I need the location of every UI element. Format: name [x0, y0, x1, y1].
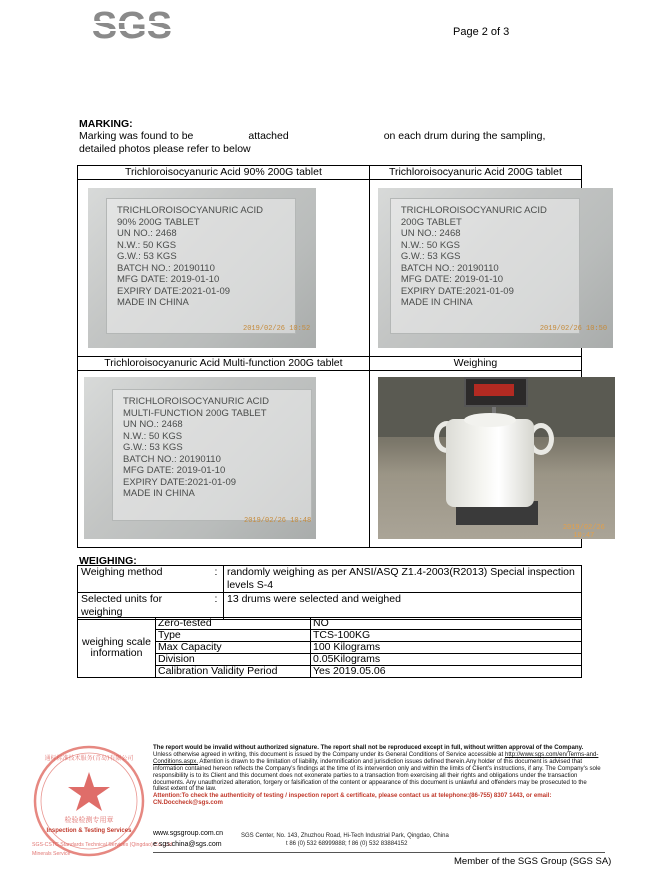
seal-en-text: Inspection & Testing Services — [46, 828, 132, 834]
label-line: TRICHLOROISOCYANURIC ACID — [123, 396, 270, 407]
label-line: 200G TABLET — [400, 216, 462, 228]
seal-bottom-text: Minerals Service — [32, 851, 71, 857]
photo-caption-2: Trichloroisocyanuric Acid 200G tablet — [369, 166, 581, 180]
scale-value: 0.05Kilograms — [311, 654, 582, 666]
label-line: MULTI-FUNCTION 200G TABLET — [123, 407, 267, 419]
photo-caption-4: Weighing — [369, 357, 581, 371]
scale-key: Type — [156, 630, 311, 642]
label-line: N.W.: 50 KGS — [123, 430, 183, 442]
label-line: MFG DATE: 2019-01-10 — [123, 465, 226, 476]
scale-display-icon — [464, 377, 528, 407]
weighing-table — [77, 565, 582, 620]
seal-top-text: 通标标准技术服务(青岛)有限公司 — [44, 755, 134, 762]
label-line: MADE IN CHINA — [123, 488, 195, 499]
disclaimer-2: Unless otherwise agreed in writing, this document is issued by the Company under its General Conditions of Service accessible at — [153, 750, 504, 758]
drum-label-photo-2 — [378, 188, 613, 348]
scale-info-heading: weighing scale information — [78, 618, 156, 678]
terms-link[interactable]: http://www.sgs.com/en/Terms-and-Conditions.aspx. — [153, 750, 599, 765]
photo-caption-1: Trichloroisocyanuric Acid 90% 200G tablet — [78, 166, 370, 180]
photo-label-1 — [106, 198, 296, 334]
address-line: SGS Center, No. 143, Zhuzhou Road, Hi-Tech Industrial Park, Qingdao, China — [241, 833, 449, 839]
disclaimer-2-block — [153, 752, 601, 793]
label-line: BATCH NO.: 20190110 — [117, 262, 215, 274]
scale-key: Division — [156, 654, 311, 666]
scale-key: Zero-tested — [156, 618, 311, 630]
colon: : — [209, 593, 224, 620]
drum-lid — [464, 413, 516, 427]
photo-timestamp: 2019/02/26 10:52 — [243, 325, 311, 333]
table-row — [78, 593, 582, 620]
drum-label-photo-1 — [88, 188, 316, 348]
weighing-title: WEIGHING: — [79, 555, 137, 567]
scale-key: Calibration Validity Period — [156, 666, 311, 678]
attention-text: Attention:To check the authenticity of testing / inspection report & certificate, please contact us at telephone:(86-755) 8307 1443, or email: CN.Doccheck@sgs.com — [153, 792, 552, 807]
selected-units-value: 13 drums were selected and weighed — [224, 593, 582, 620]
label-line: UN NO.: 2468 — [400, 228, 461, 239]
label-line: MADE IN CHINA — [117, 297, 189, 308]
photo-timestamp: 2019/02/26 10:50 — [539, 325, 608, 333]
disclaimer-3: Attention is drawn to the limitation of liability, indemnification and jurisdiction issues defined therein.Any holder of this document is advised that information contained hereon reflects the Company's findings at the time of its intervention only and within the limits of Client's instructions, if any. The Company's sole responsibility is to its Client and this document does not exonerate parties to a transaction from exercising all their rights and obligations under the transaction documents. Any unauthorized alteration, forgery or falsification of the content or appearance of this document is unlawful and offenders may be prosecuted to the fullest extent of the law. — [153, 757, 601, 793]
drum-label-photo-3 — [84, 377, 316, 539]
label-line: N.W.: 50 KGS — [117, 239, 177, 251]
photo-label-3 — [112, 389, 312, 521]
label-line: G.W.: 53 KGS — [117, 251, 177, 262]
label-line: TRICHLOROISOCYANURIC ACID — [400, 205, 547, 216]
photo-label-2 — [390, 198, 580, 334]
disclaimer — [153, 745, 601, 807]
marking-line1-b: attached — [248, 130, 289, 142]
web-address[interactable]: www.sgsgroup.com.cn — [153, 830, 224, 837]
scale-value: 100 Kilograms — [311, 642, 582, 654]
weighing-method-label: Weighing method — [78, 566, 210, 593]
seal-side-text: SGS-CSTC Standards Technical Services (Qingdao) Co., Ltd. — [32, 842, 174, 848]
marking-title: MARKING: — [79, 118, 133, 130]
marking-line1-a: Marking was found to be — [79, 130, 194, 142]
label-line: UN NO.: 2468 — [123, 419, 183, 430]
label-line: BATCH NO.: 20190110 — [400, 262, 499, 274]
marking-line2: detailed photos please refer to below — [79, 143, 251, 155]
photo-timestamp: 2019/02/26 10:47 — [562, 524, 605, 540]
label-line: TRICHLOROISOCYANURIC ACID — [117, 205, 264, 216]
company-seal-stamp — [30, 742, 174, 860]
marking-text — [79, 130, 545, 156]
table-row — [78, 566, 582, 593]
sgs-logo-text: SGS — [91, 5, 173, 47]
phone-line: t 86 (0) 532 68999888; f 86 (0) 532 83884152 — [286, 841, 408, 847]
scale-value: Yes 2019.05.06 — [311, 666, 582, 678]
label-line: MADE IN CHINA — [400, 297, 473, 308]
scale-key: Max Capacity — [156, 642, 311, 654]
marking-line1-c: on each drum during the sampling, — [383, 130, 546, 142]
label-line: UN NO.: 2468 — [117, 228, 177, 239]
label-line: EXPIRY DATE:2021-01-09 — [123, 476, 237, 488]
table-row — [78, 618, 582, 630]
label-line: G.W.: 53 KGS — [123, 442, 183, 453]
scale-value: NO — [311, 618, 582, 630]
scale-value: TCS-100KG — [311, 630, 582, 642]
selected-units-label: Selected units for weighing — [78, 593, 210, 620]
label-line: G.W.: 53 KGS — [400, 251, 461, 262]
white-drum-icon — [446, 419, 534, 507]
disclaimer-1: The report would be invalid without authorized signature. The report shall not be reproduced except in full, without written approval of the Company. — [153, 744, 584, 751]
label-line: MFG DATE: 2019-01-10 — [400, 274, 504, 285]
address-block — [241, 832, 449, 848]
label-line: EXPIRY DATE:2021-01-09 — [117, 285, 231, 297]
member-text: Member of the SGS Group (SGS SA) — [454, 856, 612, 867]
photo-timestamp: 2019/02/26 10:48 — [244, 517, 312, 525]
label-line: N.W.: 50 KGS — [400, 239, 460, 251]
label-line: MFG DATE: 2019-01-10 — [117, 274, 220, 285]
colon: : — [209, 566, 224, 593]
photo-caption-3: Trichloroisocyanuric Acid Multi-function 200G tablet — [78, 357, 370, 371]
label-line: 90% 200G TABLET — [117, 216, 200, 228]
label-line: EXPIRY DATE:2021-01-09 — [400, 285, 514, 297]
seal-star-icon — [68, 772, 110, 811]
label-line: BATCH NO.: 20190110 — [123, 453, 221, 465]
footer-divider — [153, 852, 605, 853]
weighing-photo — [378, 377, 615, 539]
contact-block — [153, 828, 223, 850]
page-number: Page 2 of 3 — [453, 26, 510, 38]
photo-table — [77, 165, 608, 548]
scale-info-table — [77, 617, 582, 678]
seal-mid-text: 检验检测专用章 — [64, 816, 114, 824]
sgs-logo — [85, 2, 180, 46]
weighing-method-value: randomly weighing as per ANSI/ASQ Z1.4-2003(R2013) Special inspection levels S-4 — [224, 566, 582, 593]
email-address[interactable]: e sgs.china@sgs.com — [153, 841, 222, 848]
